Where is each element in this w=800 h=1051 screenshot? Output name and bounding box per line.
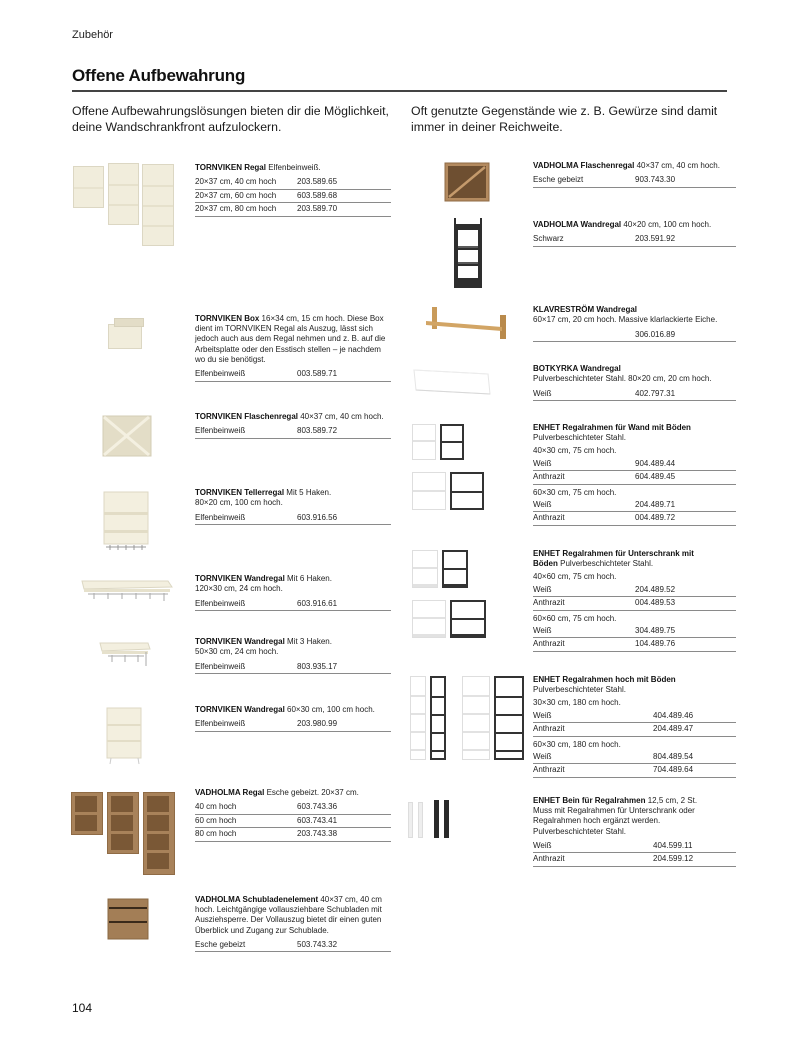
variant: Elfenbeinweiß	[195, 661, 246, 671]
product-name: TORNVIKEN Flaschenregal	[195, 412, 298, 421]
enhet-base-frame-image	[412, 550, 492, 640]
product-description: Mit 6 Haken. 120×30 cm, 24 cm hoch.	[195, 574, 332, 594]
variant: Elfenbeinweiß	[195, 719, 246, 729]
product-tornviken-tellerregal	[195, 488, 391, 525]
tornviken-wall-shelf-3-image	[98, 640, 152, 668]
product-tornviken-wandregal-tall	[195, 705, 391, 732]
plate-rack-icon	[100, 490, 152, 552]
variant: Anthrazit	[533, 724, 565, 734]
tornviken-plate-rack-image	[100, 490, 152, 552]
page-title: Offene Aufbewahrung	[72, 66, 246, 85]
tornviken-wall-shelf-6-image	[80, 575, 174, 603]
table-row	[533, 751, 736, 765]
table-row	[195, 718, 391, 732]
wall-shelf-hooks-icon	[98, 640, 152, 668]
table-row	[195, 190, 391, 204]
product-name: VADHOLMA Schubladenelement	[195, 895, 319, 904]
variant: Weiß	[533, 710, 552, 720]
article-number: 404.489.46	[653, 710, 694, 720]
product-tornviken-box	[195, 314, 391, 382]
drawer-unit-icon	[106, 897, 150, 941]
article-number: 804.489.54	[653, 751, 694, 761]
product-description: Pulverbeschichteter Stahl.	[533, 685, 626, 695]
product-description: 40×20 cm, 100 cm hoch.	[623, 220, 712, 229]
article-number: 803.589.72	[297, 426, 338, 436]
product-enhet-hoch	[533, 675, 736, 778]
product-description: 16×34 cm, 15 cm hoch. Diese Box dient im TORNVIKEN Regal als Auszug, lässt sich jedoch auch aus dem Regal nehmen und z. B. auf die Arbeitsplatte oder den Esstisch stellen – je nachdem wo du sie benötigst.	[195, 314, 386, 364]
article-number: 503.743.32	[297, 939, 338, 949]
black-wall-shelf-icon	[452, 218, 484, 290]
product-klavrestrom-wandregal	[533, 305, 736, 342]
article-number: 203.980.99	[297, 719, 338, 729]
variant: Anthrazit	[533, 639, 565, 649]
variant: Esche gebeizt	[195, 939, 246, 949]
article-number: 203.743.38	[297, 829, 338, 839]
product-name: TORNVIKEN Wandregal	[195, 705, 285, 714]
botkyrka-wall-shelf-image	[412, 368, 492, 396]
article-number: 204.489.47	[653, 724, 694, 734]
variant: 80 cm hoch	[195, 829, 237, 839]
table-row	[533, 764, 736, 778]
product-description: Mit 5 Haken. 80×20 cm, 100 cm hoch.	[195, 488, 332, 508]
variant: Anthrazit	[533, 765, 565, 775]
table-row	[533, 499, 736, 513]
variant: 20×37 cm, 60 cm hoch	[195, 190, 277, 200]
klavrestrom-wall-shelf-image	[426, 307, 512, 339]
intro-right: Oft genutzte Gegenstände wie z. B. Gewürze sind damit immer in deiner Reichweite.	[411, 104, 718, 134]
variant: Weiß	[533, 499, 552, 509]
article-number: 603.743.41	[297, 815, 338, 825]
variant: Weiß	[533, 751, 552, 761]
variant: Elfenbeinweiß	[195, 369, 246, 379]
table-row	[533, 638, 736, 652]
bottle-rack-x-icon	[102, 415, 152, 457]
table-row	[533, 458, 736, 472]
table-row	[195, 425, 391, 439]
product-vadholma-schubladenelement	[195, 895, 391, 952]
oak-wall-shelf-icon	[426, 307, 512, 339]
product-description: Pulverbeschichteter Stahl. 80×20 cm, 20 cm hoch.	[533, 374, 712, 384]
variant: Weiß	[533, 625, 552, 635]
product-enhet-unterschrank	[533, 549, 736, 652]
variant: Elfenbeinweiß	[195, 598, 246, 608]
variant: 40 cm hoch	[195, 802, 237, 812]
table-row	[533, 625, 736, 639]
tornviken-box-image	[108, 318, 146, 350]
table-row	[533, 597, 736, 611]
tornviken-regal-image	[73, 163, 175, 248]
variant: 20×37 cm, 40 cm hoch	[195, 177, 277, 187]
variant: Anthrazit	[533, 598, 565, 608]
variant: 60 cm hoch	[195, 815, 237, 825]
table-row	[533, 853, 736, 867]
variant: Esche gebeizt	[533, 175, 584, 185]
variant: Anthrazit	[533, 472, 565, 482]
table-row	[195, 203, 391, 217]
article-number: 104.489.76	[635, 639, 676, 649]
product-tornviken-wandregal-3	[195, 637, 391, 674]
table-row	[533, 840, 736, 854]
product-name: KLAVRESTRÖM Wandregal	[533, 305, 638, 314]
product-name: VADHOLMA Regal	[195, 788, 265, 797]
page-number: 104	[72, 1001, 93, 1015]
product-name: TORNVIKEN Wandregal	[195, 574, 285, 583]
table-row	[533, 512, 736, 526]
product-tornviken-wandregal-6	[195, 574, 391, 611]
table-row	[195, 660, 391, 674]
product-name: ENHET Regalrahmen für Wand mit Böden	[533, 423, 691, 432]
vadholma-bottle-rack-image	[444, 162, 490, 202]
wall-shelf-hooks-icon	[80, 575, 174, 603]
table-row	[533, 584, 736, 598]
product-name: VADHOLMA Flaschenregal	[533, 161, 635, 170]
article-number: 904.489.44	[635, 458, 676, 468]
variant: Weiß	[533, 840, 552, 850]
product-description: 12,5 cm, 2 St. Muss mit Regalrahmen für Unterschrank oder Regalrahmen hoch ergänzt werden. Pulverbeschichteter Stahl.	[533, 796, 698, 836]
table-row	[195, 176, 391, 190]
product-botkyrka-wandregal	[533, 364, 736, 401]
product-enhet-wand	[533, 423, 736, 526]
size-label: 60×30 cm, 75 cm hoch.	[533, 487, 617, 497]
variant: Weiß	[533, 388, 552, 398]
article-number: 203.591.92	[635, 234, 676, 244]
variant: Elfenbeinweiß	[195, 426, 246, 436]
tall-wall-shelf-icon	[105, 706, 143, 766]
article-number: 204.489.71	[635, 499, 676, 509]
variant: Anthrazit	[533, 513, 565, 523]
size-label: 30×30 cm, 180 cm hoch.	[533, 698, 621, 708]
product-vadholma-wandregal	[533, 220, 736, 247]
table-row	[195, 511, 391, 525]
size-label: 40×60 cm, 75 cm hoch.	[533, 572, 617, 582]
table-row	[533, 471, 736, 485]
vadholma-regal-image	[71, 790, 177, 876]
enhet-high-frame-image	[410, 676, 526, 762]
product-name: TORNVIKEN Box	[195, 314, 260, 323]
table-row	[533, 387, 736, 401]
product-tornviken-regal	[195, 163, 391, 217]
product-name: TORNVIKEN Regal	[195, 163, 266, 172]
product-description: 40×37 cm, 40 cm hoch. Leichtgängige vollausziehbare Schubladen mit Ausziehsperre. Der Vollauszug bietet dir einen guten Überblick und Zugang zur Schublade.	[195, 895, 382, 935]
product-description: 40×37 cm, 40 cm hoch.	[636, 161, 720, 170]
table-row	[195, 597, 391, 611]
table-row	[195, 939, 391, 953]
article-number: 204.599.12	[653, 854, 694, 864]
product-tornviken-flaschenregal	[195, 412, 391, 439]
article-number: 306.016.89	[635, 329, 676, 339]
table-row	[195, 815, 391, 829]
article-number: 203.589.65	[297, 177, 338, 187]
product-name: ENHET Regalrahmen hoch mit Böden	[533, 675, 676, 684]
table-row	[533, 710, 736, 724]
section-label: Zubehör	[72, 29, 113, 41]
product-vadholma-flaschenregal	[533, 161, 736, 188]
size-label: 60×30 cm, 180 cm hoch.	[533, 739, 621, 749]
size-label: 60×60 cm, 75 cm hoch.	[533, 613, 617, 623]
table-row	[533, 328, 736, 342]
product-name: BOTKYRKA Wandregal	[533, 364, 621, 373]
vadholma-wall-shelf-black-image	[452, 218, 484, 290]
white-wall-shelf-icon	[412, 368, 492, 396]
variant: Anthrazit	[533, 854, 565, 864]
enhet-legs-image	[408, 800, 456, 840]
variant: Elfenbeinweiß	[195, 512, 246, 522]
article-number: 003.589.71	[297, 369, 338, 379]
product-description: Elfenbeinweiß.	[268, 163, 321, 172]
variant: Weiß	[533, 584, 552, 594]
table-row	[195, 368, 391, 382]
title-rule	[72, 90, 727, 92]
article-number: 704.489.64	[653, 765, 694, 775]
product-enhet-bein	[533, 796, 736, 867]
table-row	[533, 723, 736, 737]
table-row	[195, 801, 391, 815]
article-number: 004.489.53	[635, 598, 676, 608]
product-description: Pulverbeschichteter Stahl.	[560, 559, 654, 569]
article-number: 603.916.56	[297, 512, 338, 522]
vadholma-drawer-unit-image	[106, 897, 150, 941]
article-number: 603.589.68	[297, 190, 338, 200]
article-number: 803.935.17	[297, 661, 338, 671]
intro-left: Offene Aufbewahrungslösungen bieten dir die Möglichkeit, deine Wandschrankfront aufzulockern.	[72, 104, 389, 134]
size-label: 40×30 cm, 75 cm hoch.	[533, 446, 617, 456]
variant: Weiß	[533, 458, 552, 468]
variant: Schwarz	[533, 234, 564, 244]
product-description: Mit 3 Haken. 50×30 cm, 24 cm hoch.	[195, 637, 332, 657]
product-name: ENHET Regalrahmen für Unterschrank mit Böden	[533, 549, 694, 569]
product-name: TORNVIKEN Tellerregal	[195, 488, 285, 497]
table-row	[195, 828, 391, 842]
article-number: 404.599.11	[653, 840, 693, 850]
article-number: 402.797.31	[635, 388, 676, 398]
article-number: 603.743.36	[297, 802, 338, 812]
product-name: VADHOLMA Wandregal	[533, 220, 622, 229]
tornviken-wall-shelf-tall-image	[105, 706, 143, 766]
table-row	[533, 233, 736, 247]
article-number: 204.489.52	[635, 584, 676, 594]
table-row	[533, 174, 736, 188]
product-description: 40×37 cm, 40 cm hoch.	[300, 412, 384, 421]
product-name: ENHET Bein für Regalrahmen	[533, 796, 646, 805]
article-number: 304.489.75	[635, 625, 676, 635]
article-number: 203.589.70	[297, 204, 338, 214]
product-vadholma-regal	[195, 788, 391, 842]
product-description: Pulverbeschichteter Stahl.	[533, 433, 626, 443]
article-number: 903.743.30	[635, 175, 676, 185]
product-description: Esche gebeizt. 20×37 cm.	[266, 788, 359, 797]
article-number: 603.916.61	[297, 598, 338, 608]
article-number: 604.489.45	[635, 472, 676, 482]
product-description: 60×30 cm, 100 cm hoch.	[287, 705, 375, 714]
article-number: 004.489.72	[635, 513, 676, 523]
bottle-rack-diagonal-icon	[444, 162, 490, 202]
product-name: TORNVIKEN Wandregal	[195, 637, 285, 646]
product-description: 60×17 cm, 20 cm hoch. Massive klarlackierte Eiche.	[533, 315, 718, 325]
tornviken-bottle-rack-image	[102, 415, 152, 457]
variant: 20×37 cm, 80 cm hoch	[195, 204, 277, 214]
enhet-wall-frame-image	[412, 424, 492, 514]
